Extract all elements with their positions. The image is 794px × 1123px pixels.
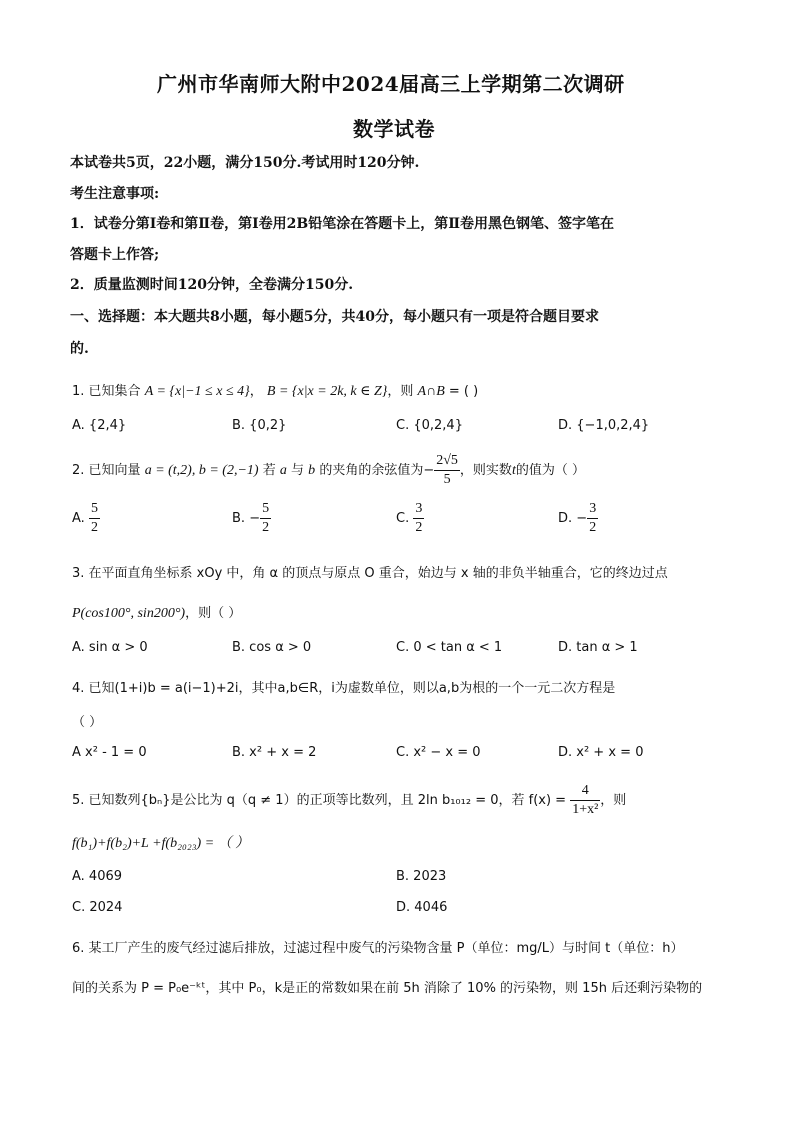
q2-text-b: 若	[262, 463, 276, 478]
question-1-option-d[interactable]: D. {−1,0,2,4}	[558, 418, 650, 433]
q3-tail: ，则（ ）	[185, 606, 242, 621]
question-2-option-a[interactable]	[72, 500, 100, 537]
q2-b-den: 2	[262, 520, 270, 535]
question-5-option-d[interactable]: D. 4046	[396, 900, 448, 915]
q2-a-num: 5	[89, 500, 100, 519]
question-1-option-b[interactable]: B. {0,2}	[232, 418, 287, 433]
q2-vector-b: b	[308, 463, 316, 478]
q3-point: P(cos100°, sin200°)	[72, 606, 186, 621]
q5-fraction	[570, 782, 600, 819]
q2-text-a: 2. 已知向量	[72, 463, 141, 478]
question-4-stem-line-1: 4. 已知(1+i)b = a(i−1)+2i，其中a,b∈R，i为虚数单位，则以a,b为根的一个一元二次方程是	[72, 681, 616, 696]
q2-text-e: ，则实数	[459, 463, 512, 478]
q2-d-sign: −	[576, 511, 588, 526]
question-1-option-a[interactable]: A. {2,4}	[72, 418, 127, 433]
q2-cos-num: 2√5	[434, 452, 460, 471]
question-1-option-c[interactable]: C. {0,2,4}	[396, 418, 463, 433]
question-4-option-a[interactable]: A x² - 1 = 0	[72, 745, 147, 760]
q1-text-c: ，则	[387, 384, 414, 399]
q1-text-d: = ( )	[444, 384, 479, 399]
q2-vectors: a = (t,2), b = (2,−1)	[144, 463, 259, 478]
exam-summary: 本试卷共5页，22小题，满分150分.考试用时120分钟.	[70, 155, 420, 171]
q1-text-a: 1. 已知集合	[72, 384, 141, 399]
q2-text-d: 的夹角的余弦值为	[319, 463, 424, 478]
notice-1-line-1: 1．试卷分第Ⅰ卷和第Ⅱ卷，第Ⅰ卷用2B铅笔涂在答题卡上，第Ⅱ卷用黑色钢笔、签字笔在	[70, 216, 615, 232]
q2-minus: −	[423, 463, 435, 478]
question-5-option-a[interactable]: A. 4069	[72, 869, 123, 884]
question-3-option-c[interactable]: C. 0 < tan α < 1	[396, 640, 503, 655]
q2-c-den: 2	[415, 520, 423, 535]
q1-set-b: B = {x|x = 2k, k ∈ Z}	[266, 384, 388, 399]
q1-text-b: ，	[249, 384, 263, 399]
q2-vector-a: a	[279, 463, 287, 478]
q5-text-a: 5. 已知数列{bₙ}是公比为 q（q ≠ 1）的正项等比数列，且 2ln b₁₀₁₂ = 0，若 f(x) =	[72, 793, 567, 808]
question-4-stem-line-2: （ ）	[72, 715, 103, 730]
q5-sum-expression: f(b₁)+f(b₂)+L +f(b₂₀₂₃) = （ ）	[72, 836, 250, 851]
q2-b-num: 5	[260, 500, 271, 519]
q2-d-fraction	[587, 500, 598, 537]
question-3-option-a[interactable]: A. sin α > 0	[72, 640, 148, 655]
q2-text-f: 的值为（ ）	[515, 463, 585, 478]
q5-text-b: ，则	[600, 793, 627, 808]
q2-b-fraction	[260, 500, 271, 537]
section-heading-line-2: 的.	[70, 341, 89, 357]
question-5-option-b[interactable]: B. 2023	[396, 869, 447, 884]
question-6-stem-line-2: 间的关系为 P = P₀e⁻ᵏᵗ，其中 P₀，k是正的常数如果在前 5h 消除了 10% 的污染物，则 15h 后还剩污染物的	[72, 981, 703, 996]
question-1-stem	[72, 380, 478, 400]
q2-cos-den: 5	[443, 472, 451, 487]
page-title: 广州市华南师大附中2024届高三上学期第二次调研	[157, 72, 625, 96]
question-2-option-c[interactable]	[396, 500, 424, 537]
question-6-stem-line-1: 6. 某工厂产生的废气经过滤后排放，过滤过程中废气的污染物含量 P（单位：mg/L）与时间 t（单位：h）	[72, 941, 684, 956]
q2-d-label: D.	[558, 511, 573, 526]
q2-c-num: 3	[413, 500, 424, 519]
notice-heading: 考生注意事项:	[70, 186, 160, 202]
q2-var-t: t	[511, 463, 516, 478]
q2-text-c: 与	[291, 463, 305, 478]
q2-c-label: C.	[396, 511, 410, 526]
q2-b-sign: −	[249, 511, 261, 526]
page-subtitle: 数学试卷	[353, 117, 435, 141]
q2-d-den: 2	[589, 520, 597, 535]
q1-set-a: A = {x|−1 ≤ x ≤ 4}	[144, 384, 250, 399]
question-2-option-b[interactable]	[232, 500, 271, 537]
question-2-stem	[72, 452, 585, 489]
question-3-option-b[interactable]: B. cos α > 0	[232, 640, 312, 655]
q2-c-fraction	[413, 500, 424, 537]
q5-frac-num: 4	[570, 782, 600, 801]
q1-intersection: A∩B	[417, 384, 445, 399]
question-5-stem-line-2	[72, 832, 249, 852]
q2-a-fraction	[89, 500, 100, 537]
section-heading-line-1: 一、选择题：本大题共8小题，每小题5分，共40分，每小题只有一项是符合题目要求	[70, 309, 599, 325]
question-4-option-d[interactable]: D. x² + x = 0	[558, 745, 644, 760]
question-2-option-d[interactable]	[558, 500, 598, 537]
q2-b-label: B.	[232, 511, 246, 526]
question-5-stem-line-1	[72, 782, 626, 819]
q2-d-num: 3	[587, 500, 598, 519]
q2-a-label: A.	[72, 511, 85, 526]
q2-cos-fraction	[434, 452, 460, 489]
question-5-option-c[interactable]: C. 2024	[72, 900, 123, 915]
q5-frac-den: 1+x²	[572, 802, 599, 817]
question-4-option-b[interactable]: B. x² + x = 2	[232, 745, 317, 760]
q2-a-den: 2	[90, 520, 98, 535]
question-4-option-c[interactable]: C. x² − x = 0	[396, 745, 481, 760]
question-3-stem-line-2	[72, 602, 241, 622]
question-3-stem-line-1: 3. 在平面直角坐标系 xOy 中，角 α 的顶点与原点 O 重合，始边与 x 轴的非负半轴重合，它的终边过点	[72, 566, 668, 581]
question-3-option-d[interactable]: D. tan α > 1	[558, 640, 638, 655]
notice-2: 2．质量监测时间120分钟，全卷满分150分.	[70, 277, 354, 293]
notice-1-line-2: 答题卡上作答;	[70, 247, 160, 263]
